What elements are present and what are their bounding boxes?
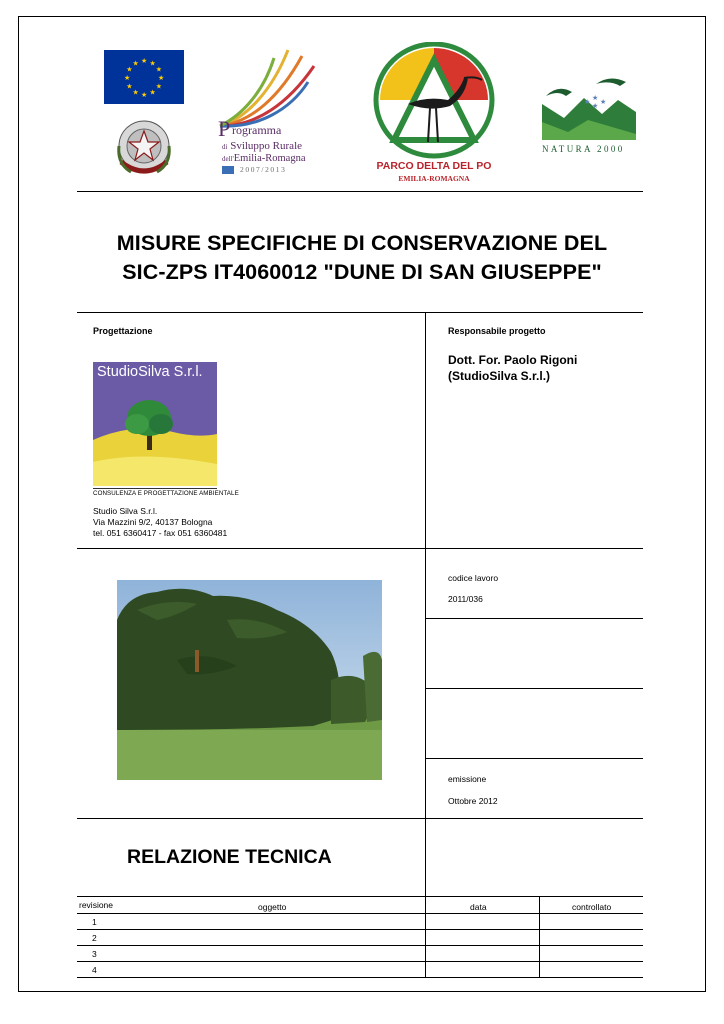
grid-line [77, 913, 643, 914]
svg-text:★: ★ [592, 103, 599, 110]
revision-row-number: 3 [92, 949, 97, 959]
site-photo [117, 580, 382, 780]
studiosilva-tagline: CONSULENZA E PROGETTAZIONE AMBIENTALE [93, 490, 239, 497]
document-title-line2: SIC-ZPS IT4060012 "DUNE DI SAN GIUSEPPE" [122, 260, 602, 284]
responsabile-name [448, 352, 577, 384]
eu-star-icon: ★ [141, 92, 148, 99]
eu-flag-logo [104, 50, 184, 104]
emissione-label: emissione [448, 774, 487, 784]
codice-lavoro-value: 2011/036 [448, 594, 483, 604]
eu-star-icon: ★ [149, 60, 156, 68]
address-line: Studio Silva S.r.l. [93, 506, 158, 516]
grid-line [77, 896, 643, 897]
revision-row-number: 4 [92, 965, 97, 975]
psr-line2: di Sviluppo Rurale [222, 140, 303, 152]
italian-republic-emblem [113, 116, 175, 182]
eu-star-icon: ★ [141, 58, 148, 65]
parco-region: EMILIA-ROMAGNA [398, 174, 470, 183]
eu-star-icon: ★ [126, 66, 133, 74]
psr-years: 2007/2013 [240, 165, 287, 174]
svg-text:★: ★ [600, 99, 607, 106]
responsabile-name-line2: (StudioSilva S.r.l.) [448, 369, 551, 383]
eu-star-icon: ★ [149, 89, 156, 97]
responsabile-name-line1: Dott. For. Paolo Rigoni [448, 353, 578, 367]
progettazione-address [93, 506, 227, 539]
psr-line1: rogramma [232, 123, 282, 137]
progettazione-label: Progettazione [93, 326, 153, 336]
programma-sviluppo-rurale-logo [218, 48, 318, 180]
document-type: RELAZIONE TECNICA [127, 846, 332, 868]
grid-line [77, 818, 643, 819]
revision-header-data: data [470, 902, 487, 912]
studiosilva-tagline-rule [93, 488, 217, 489]
revision-row-number: 1 [92, 917, 97, 927]
grid-line [77, 961, 643, 962]
svg-text:★: ★ [592, 95, 599, 102]
studiosilva-logo [93, 362, 217, 486]
revision-row-number: 2 [92, 933, 97, 943]
eu-star-icon: ★ [158, 75, 165, 82]
eu-star-icon: ★ [132, 60, 139, 68]
eu-star-icon: ★ [155, 66, 162, 74]
natura-2000-logo [538, 74, 642, 160]
emissione-value: Ottobre 2012 [448, 796, 498, 806]
header-divider [77, 191, 643, 192]
eu-star-icon: ★ [132, 89, 139, 97]
revision-header-revisione: revisione [79, 900, 114, 910]
natura-label: NATURA 2000 [542, 144, 625, 154]
grid-line [77, 548, 643, 549]
svg-text:★: ★ [584, 99, 591, 106]
grid-line [425, 618, 643, 619]
eu-star-icon: ★ [126, 83, 133, 91]
psr-flag-icon [222, 166, 234, 174]
psr-line3: dell'Emilia-Romagna [222, 153, 306, 164]
document-title-line1: MISURE SPECIFICHE DI CONSERVAZIONE DEL [116, 231, 608, 255]
grid-line [425, 758, 643, 759]
grid-line [425, 688, 643, 689]
address-line: Via Mazzini 9/2, 40137 Bologna [93, 517, 213, 527]
revision-header-oggetto: oggetto [258, 902, 287, 912]
grid-line [77, 929, 643, 930]
grid-line [77, 945, 643, 946]
responsabile-label: Responsabile progetto [448, 326, 546, 336]
parco-delta-del-po-logo [364, 42, 504, 192]
grid-line [77, 977, 643, 978]
grid-line [539, 896, 540, 977]
grid-line [77, 312, 643, 313]
grid-line [425, 312, 426, 977]
eu-star-icon: ★ [155, 83, 162, 91]
revision-header-controllato: controllato [572, 902, 612, 912]
codice-lavoro-label: codice lavoro [448, 573, 499, 583]
address-line: tel. 051 6360417 - fax 051 6360481 [93, 528, 228, 538]
studiosilva-logo-name: StudioSilva S.r.l. [97, 364, 203, 380]
psr-initial: P [218, 116, 231, 141]
eu-star-icon: ★ [124, 75, 131, 82]
parco-name: PARCO DELTA DEL PO [376, 160, 492, 172]
